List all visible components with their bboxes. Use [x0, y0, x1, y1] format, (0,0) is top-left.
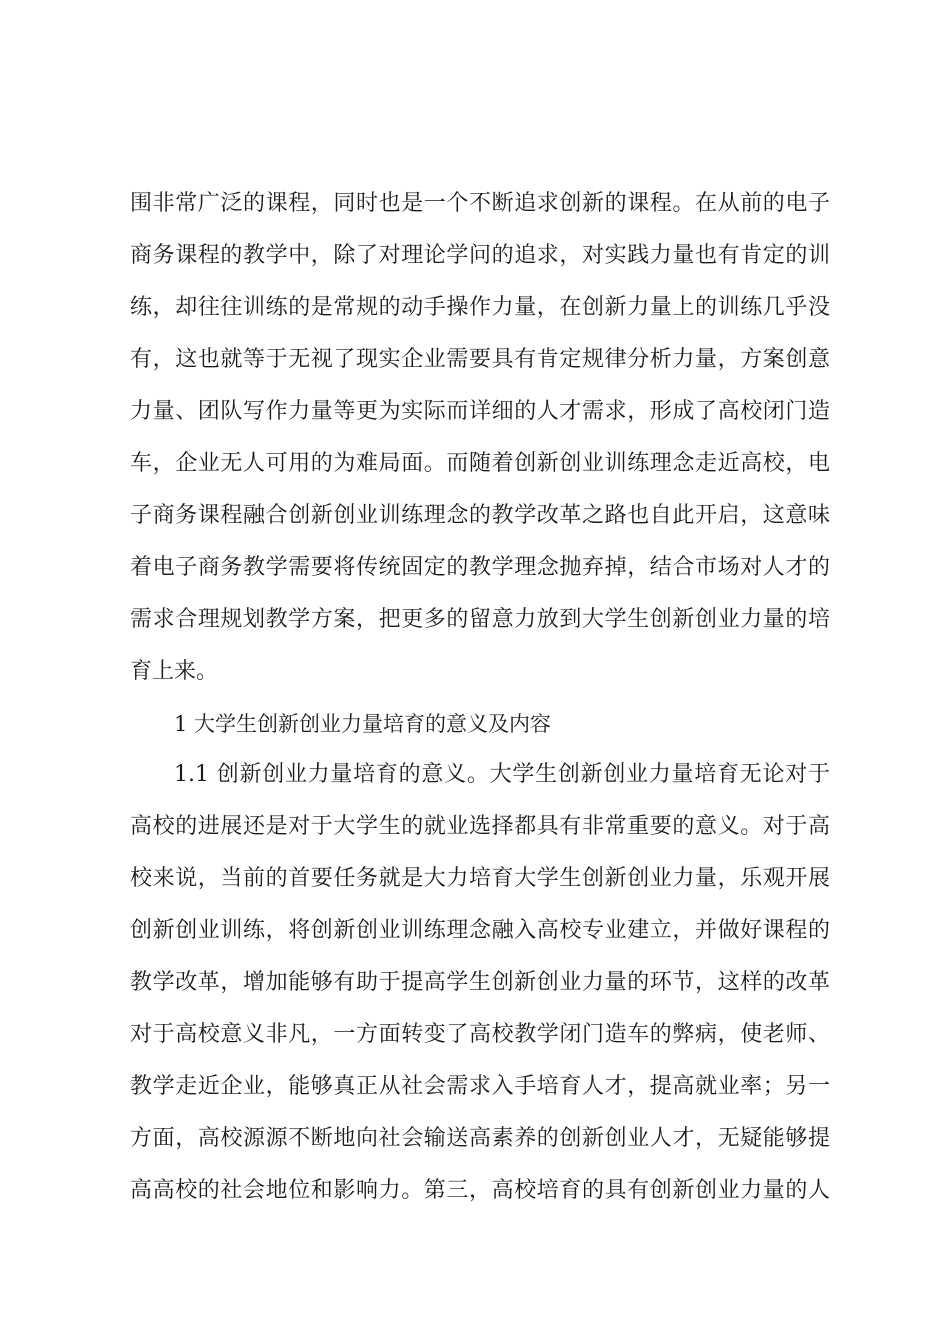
paragraph-2-line: 创新创业训练，将创新创业训练理念融入高校专业建立，并做好课程的 — [130, 918, 830, 943]
paragraph-1-line: 练，却往往训练的是常规的动手操作力量，在创新力量上的训练几乎没 — [130, 295, 830, 320]
paragraph-1-line: 商务课程的教学中，除了对理论学问的追求，对实践力量也有肯定的训 — [130, 243, 830, 268]
paragraph-2-line: 方面，高校源源不断地向社会输送高素养的创新创业人才，无疑能够提 — [130, 1126, 830, 1151]
paragraph-2-line: 教学改革，增加能够有助于提高学生创新创业力量的环节，这样的改革 — [130, 970, 830, 995]
paragraph-1-line: 车，企业无人可用的为难局面。而随着创新创业训练理念走近高校，电 — [130, 451, 830, 476]
paragraph-2-line: 校来说，当前的首要任务就是大力培育大学生创新创业力量，乐观开展 — [130, 866, 830, 891]
paragraph-1-line: 着电子商务教学需要将传统固定的教学理念抛弃掉，结合市场对人才的 — [130, 555, 830, 580]
paragraph-2-line: 高高校的社会地位和影响力。第三，高校培育的具有创新创业力量的人 — [130, 1178, 830, 1203]
section-heading: 1 大学生创新创业力量培育的意义及内容 — [174, 712, 552, 736]
paragraph-2-line: 1.1 创新创业力量培育的意义。大学生创新创业力量培育无论对于 — [174, 762, 830, 787]
paragraph-2-line: 教学走近企业，能够真正从社会需求入手培育人才，提高就业率；另一 — [130, 1074, 830, 1099]
paragraph-1-line: 有，这也就等于无视了现实企业需要具有肯定规律分析力量，方案创意 — [130, 347, 830, 372]
paragraph-1-line: 需求合理规划教学方案，把更多的留意力放到大学生创新创业力量的培 — [130, 607, 830, 632]
paragraph-1-line: 力量、团队写作力量等更为实际而详细的人才需求，形成了高校闭门造 — [130, 399, 830, 424]
paragraph-1-line: 育上来。 — [130, 659, 219, 684]
paragraph-2-line: 高校的进展还是对于大学生的就业选择都具有非常重要的意义。对于高 — [130, 814, 830, 839]
paragraph-2-line: 对于高校意义非凡，一方面转变了高校教学闭门造车的弊病，使老师、 — [130, 1022, 830, 1047]
paragraph-1-line: 子商务课程融合创新创业训练理念的教学改革之路也自此开启，这意味 — [130, 503, 830, 528]
paragraph-1-line: 围非常广泛的课程，同时也是一个不断追求创新的课程。在从前的电子 — [130, 191, 830, 216]
